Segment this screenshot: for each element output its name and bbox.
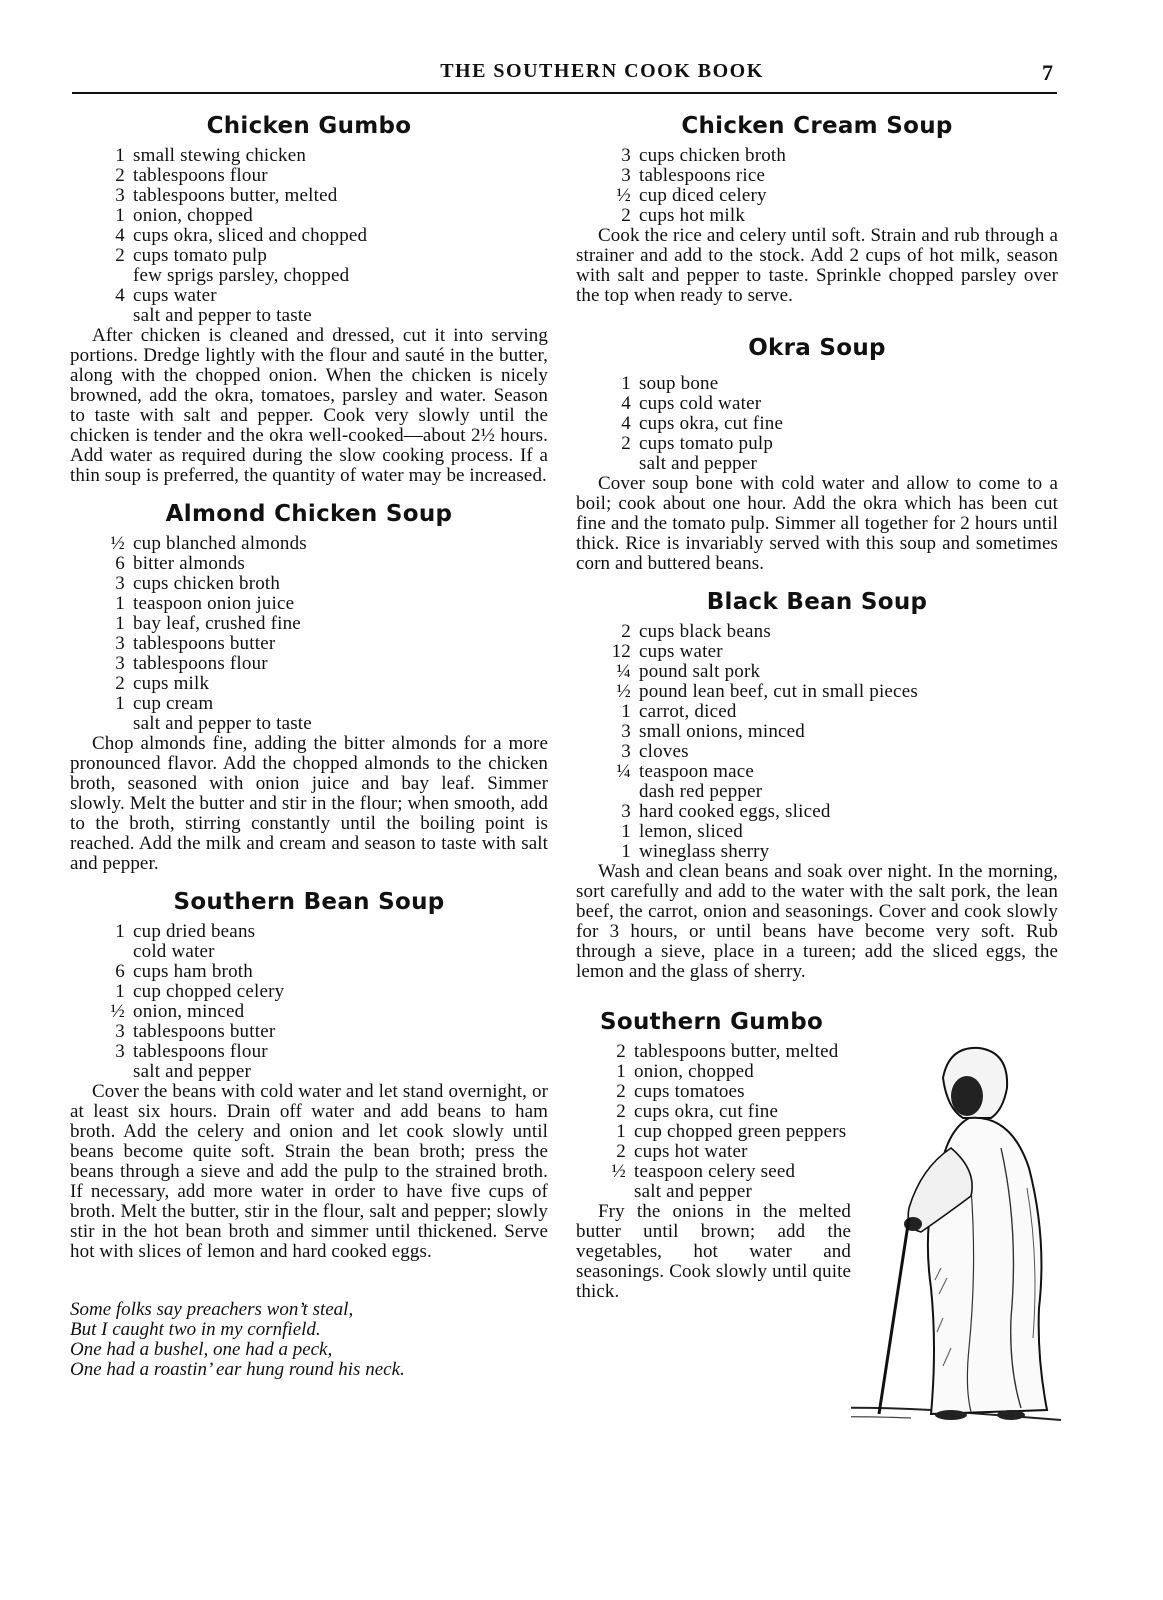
ingredient-quantity bbox=[576, 454, 639, 474]
ingredient-quantity: 4 bbox=[621, 393, 631, 414]
ingredient-name: cup chopped celery bbox=[133, 981, 285, 1002]
ingredient-list bbox=[576, 374, 1058, 474]
ingredient-row bbox=[576, 742, 1058, 762]
ingredient-name: salt and pepper to taste bbox=[133, 305, 312, 326]
ingredient-quantity: 3 bbox=[115, 1021, 125, 1042]
recipe-title: Southern Gumbo bbox=[600, 1009, 824, 1035]
ingredient-quantity: 4 bbox=[115, 225, 125, 246]
ingredient-name: teaspoon celery seed bbox=[634, 1161, 796, 1182]
ingredient-row bbox=[70, 186, 548, 206]
recipe-method: Cover soup bone with cold water and allow to come to a boil; cook about one hour. Add the okra which has been cut fine and the tomato pulp. Simmer all together for 2 hours until thick. Rice is invariably served with this soup and sometimes corn and buttered beans. bbox=[576, 473, 1058, 574]
ingredient-row bbox=[70, 1002, 548, 1022]
ingredient-name: cup cream bbox=[133, 693, 214, 714]
ingredient-quantity: 1 bbox=[115, 593, 125, 614]
page-header bbox=[72, 60, 1057, 94]
ingredient-quantity: 1 bbox=[616, 1121, 626, 1142]
poem-line: Some folks say preachers won’t steal, bbox=[70, 1299, 354, 1320]
ingredient-name: tablespoons butter bbox=[133, 633, 276, 654]
ingredient-row bbox=[70, 714, 548, 734]
ingredient-row bbox=[576, 822, 1058, 842]
left-column bbox=[70, 112, 548, 1380]
ingredient-quantity: 3 bbox=[621, 741, 631, 762]
ingredient-row bbox=[70, 1062, 548, 1082]
ingredient-row bbox=[70, 694, 548, 714]
ingredient-row bbox=[70, 594, 548, 614]
ingredient-row bbox=[70, 942, 548, 962]
ingredient-name: tablespoons butter, melted bbox=[133, 185, 338, 206]
ingredient-quantity bbox=[70, 306, 133, 326]
ingredient-row bbox=[70, 554, 548, 574]
ingredient-row bbox=[576, 1082, 851, 1102]
ingredient-row bbox=[576, 782, 1058, 802]
ingredient-name: tablespoons flour bbox=[133, 1041, 268, 1062]
ingredient-quantity: 12 bbox=[611, 641, 631, 662]
ingredient-quantity: 1 bbox=[621, 701, 631, 722]
ingredient-name: cups chicken broth bbox=[639, 145, 787, 166]
figure-illustration bbox=[851, 1018, 1066, 1438]
ingredient-quantity: 1 bbox=[115, 613, 125, 634]
ingredient-name: tablespoons flour bbox=[133, 165, 268, 186]
ingredient-row bbox=[576, 374, 1058, 394]
ingredient-row bbox=[576, 702, 1058, 722]
recipe-method: After chicken is cleaned and dressed, cut it into serving portions. Dredge lightly with the flour and sauté in the butter, along with the chopped onion. When the chicken is nicely browned, add the okra, tomatoes, parsley and water. Season to taste with salt and pepper. Cook very slowly until the chicken is tender and the okra well-cooked—about 2½ hours. Add water as required during the slow cooking process. If a thin soup is preferred, the quantity of water may be increased. bbox=[70, 325, 548, 486]
ingredient-name: carrot, diced bbox=[639, 701, 737, 722]
ingredient-name: cup chopped green peppers bbox=[634, 1121, 847, 1142]
recipe-title: Chicken Gumbo bbox=[206, 113, 412, 139]
ingredient-name: teaspoon mace bbox=[639, 761, 754, 782]
ingredient-quantity: 2 bbox=[115, 165, 125, 186]
right-column bbox=[576, 112, 1058, 1302]
ingredient-row bbox=[70, 286, 548, 306]
ingredient-quantity: 3 bbox=[115, 185, 125, 206]
ingredient-name: cold water bbox=[133, 941, 215, 962]
ingredient-quantity: 2 bbox=[115, 245, 125, 266]
ingredient-name: cups hot water bbox=[634, 1141, 748, 1162]
ingredient-name: cups water bbox=[133, 285, 217, 306]
ingredient-name: cups chicken broth bbox=[133, 573, 281, 594]
ingredient-row bbox=[70, 246, 548, 266]
ingredient-row bbox=[576, 186, 1058, 206]
ingredient-row bbox=[70, 166, 548, 186]
ingredient-row bbox=[70, 574, 548, 594]
ingredient-quantity: 2 bbox=[616, 1081, 626, 1102]
ingredient-quantity: 1 bbox=[115, 145, 125, 166]
ingredient-row bbox=[70, 654, 548, 674]
ingredient-name: cups okra, cut fine bbox=[634, 1101, 779, 1122]
ingredient-name: cup blanched almonds bbox=[133, 533, 307, 554]
ingredient-quantity: 3 bbox=[115, 573, 125, 594]
ingredient-name: tablespoons rice bbox=[639, 165, 766, 186]
ingredient-row bbox=[70, 962, 548, 982]
recipe-method: Fry the onions in the melted butter until brown; add the vegetables, hot water and seasonings. Cook slowly until quite thick. bbox=[576, 1201, 851, 1302]
ingredient-row bbox=[70, 306, 548, 326]
ingredient-name: teaspoon onion juice bbox=[133, 593, 295, 614]
ingredient-list bbox=[576, 146, 1058, 226]
ingredient-row bbox=[70, 534, 548, 554]
ingredient-quantity: 3 bbox=[115, 1041, 125, 1062]
ingredient-name: bitter almonds bbox=[133, 553, 246, 574]
ingredient-quantity: 3 bbox=[621, 801, 631, 822]
ingredient-row bbox=[576, 622, 1058, 642]
ingredient-name: salt and pepper bbox=[639, 453, 758, 474]
ingredient-row bbox=[576, 146, 1058, 166]
ingredient-quantity: 1 bbox=[115, 693, 125, 714]
ingredient-name: cups tomatoes bbox=[634, 1081, 745, 1102]
poem-line: But I caught two in my cornfield. bbox=[70, 1319, 321, 1340]
ingredient-name: cups tomato pulp bbox=[133, 245, 268, 266]
ingredient-quantity: 2 bbox=[621, 621, 631, 642]
ingredient-quantity: 3 bbox=[621, 165, 631, 186]
ingredient-row bbox=[576, 1102, 851, 1122]
recipe-method: Chop almonds fine, adding the bitter almonds for a more pronounced flavor. Add the chopped almonds to the chicken broth, seasoned with onion juice and bay leaf. Simmer slowly. Melt the butter and stir in the flour; when smooth, add to the broth, stirring constantly until the boiling point is reached. Add the milk and cream and season to taste with salt and pepper. bbox=[70, 733, 548, 874]
ingredient-name: few sprigs parsley, chopped bbox=[133, 265, 350, 286]
recipe-southern-gumbo bbox=[576, 1008, 1058, 1302]
ingredient-quantity: ¼ bbox=[616, 661, 631, 682]
ingredient-name: tablespoons butter bbox=[133, 1021, 276, 1042]
ingredient-row bbox=[576, 762, 1058, 782]
ingredient-row bbox=[70, 982, 548, 1002]
ingredient-name: onion, chopped bbox=[133, 205, 253, 226]
ingredient-name: salt and pepper bbox=[133, 1061, 252, 1082]
ingredient-name: salt and pepper to taste bbox=[133, 713, 312, 734]
recipe-method: Cover the beans with cold water and let stand overnight, or at least six hours. Drain off water and add beans to ham broth. Add the celery and onion and let cook slowly until beans become quite soft. Strain the bean broth; press the beans through a sieve and add the pulp to the strained broth. If necessary, add more water in order to have five cups of broth. Melt the butter, stir in the flour, salt and pepper; slowly stir in the hot bean broth and simmer until thickened. Serve hot with slices of lemon and hard cooked eggs. bbox=[70, 1081, 548, 1262]
ingredient-quantity: 1 bbox=[616, 1061, 626, 1082]
ingredient-row bbox=[576, 414, 1058, 434]
ingredient-quantity: 1 bbox=[621, 821, 631, 842]
ingredient-name: cups ham broth bbox=[133, 961, 253, 982]
ingredient-row bbox=[70, 146, 548, 166]
ingredient-name: pound salt pork bbox=[639, 661, 761, 682]
ingredient-list bbox=[576, 1042, 851, 1202]
poem-line: One had a roastin’ ear hung round his neck. bbox=[70, 1359, 405, 1380]
ingredient-name: cups okra, sliced and chopped bbox=[133, 225, 368, 246]
ingredient-name: salt and pepper bbox=[634, 1181, 753, 1202]
recipe-almond-chicken-soup bbox=[70, 500, 548, 874]
ingredient-quantity: 1 bbox=[621, 841, 631, 862]
ingredient-row bbox=[576, 206, 1058, 226]
ingredient-row bbox=[576, 642, 1058, 662]
poem-line: One had a bushel, one had a peck, bbox=[70, 1339, 333, 1360]
ingredient-row bbox=[70, 266, 548, 286]
ingredient-row bbox=[576, 1142, 851, 1162]
ingredient-list bbox=[70, 922, 548, 1082]
recipe-title: Chicken Cream Soup bbox=[681, 113, 953, 139]
ingredient-name: lemon, sliced bbox=[639, 821, 743, 842]
ingredient-row bbox=[576, 434, 1058, 454]
ingredient-row bbox=[70, 922, 548, 942]
recipe-title: Black Bean Soup bbox=[706, 589, 928, 615]
recipe-method: Cook the rice and celery until soft. Strain and rub through a strainer and add to the stock. Add 2 cups of hot milk, season with salt and pepper to taste. Sprinkle chopped parsley over the top when ready to serve. bbox=[576, 225, 1058, 306]
ingredient-name: tablespoons butter, melted bbox=[634, 1041, 839, 1062]
recipe-southern-bean-soup bbox=[70, 888, 548, 1262]
ingredient-name: onion, chopped bbox=[634, 1061, 754, 1082]
ingredient-quantity: 2 bbox=[621, 433, 631, 454]
ingredient-quantity: 6 bbox=[115, 961, 125, 982]
ingredient-row bbox=[576, 842, 1058, 862]
ingredient-quantity: 3 bbox=[115, 653, 125, 674]
ingredient-row bbox=[576, 394, 1058, 414]
ingredient-quantity: 2 bbox=[621, 205, 631, 226]
running-title: THE SOUTHERN COOK BOOK bbox=[440, 60, 764, 82]
ingredient-quantity: ½ bbox=[616, 681, 631, 702]
ingredient-row bbox=[70, 206, 548, 226]
ingredient-name: hard cooked eggs, sliced bbox=[639, 801, 831, 822]
ingredient-name: cups tomato pulp bbox=[639, 433, 774, 454]
ingredient-list bbox=[70, 534, 548, 734]
recipe-chicken-cream-soup bbox=[576, 112, 1058, 306]
ingredient-quantity bbox=[70, 714, 133, 734]
ingredient-name: cups water bbox=[639, 641, 723, 662]
ingredient-quantity: 1 bbox=[115, 981, 125, 1002]
ingredient-quantity: 4 bbox=[621, 413, 631, 434]
ingredient-row bbox=[576, 454, 1058, 474]
ingredient-row bbox=[70, 674, 548, 694]
ingredient-quantity: 2 bbox=[115, 673, 125, 694]
ingredient-quantity: ½ bbox=[616, 185, 631, 206]
ingredient-quantity bbox=[576, 782, 639, 802]
recipe-title: Almond Chicken Soup bbox=[165, 501, 453, 527]
ingredient-name: cups black beans bbox=[639, 621, 771, 642]
ingredient-row bbox=[576, 1042, 851, 1062]
ingredient-row bbox=[576, 722, 1058, 742]
ingredient-name: cups cold water bbox=[639, 393, 762, 414]
ingredient-quantity: 2 bbox=[616, 1101, 626, 1122]
ingredient-quantity: ½ bbox=[110, 533, 125, 554]
ingredient-name: small onions, minced bbox=[639, 721, 806, 742]
ingredient-name: cups okra, cut fine bbox=[639, 413, 784, 434]
ingredient-list bbox=[576, 622, 1058, 862]
ingredient-row bbox=[576, 1162, 851, 1182]
ingredient-list bbox=[70, 146, 548, 326]
ingredient-name: cup dried beans bbox=[133, 921, 256, 942]
ingredient-row bbox=[576, 1182, 851, 1202]
ingredient-quantity: 3 bbox=[621, 721, 631, 742]
ingredient-name: cup diced celery bbox=[639, 185, 767, 206]
ingredient-row bbox=[576, 166, 1058, 186]
ingredient-quantity: ½ bbox=[611, 1161, 626, 1182]
ingredient-row bbox=[576, 802, 1058, 822]
recipe-title: Okra Soup bbox=[748, 335, 886, 361]
ingredient-quantity bbox=[70, 1062, 133, 1082]
ingredient-row bbox=[576, 1062, 851, 1082]
ingredient-quantity: 2 bbox=[616, 1041, 626, 1062]
ingredient-name: cups hot milk bbox=[639, 205, 746, 226]
ingredient-row bbox=[576, 1122, 851, 1142]
ingredient-name: onion, minced bbox=[133, 1001, 245, 1022]
ingredient-name: bay leaf, crushed fine bbox=[133, 613, 301, 634]
recipe-black-bean-soup bbox=[576, 588, 1058, 982]
ingredient-quantity: 1 bbox=[621, 373, 631, 394]
recipe-method: Wash and clean beans and soak over night. In the morning, sort carefully and add to the water with the salt pork, the lean beef, the carrot, onion and seasonings. Cover and cook slowly for 3 hours, or until beans have become very soft. Rub through a sieve, place in a tureen; add the sliced eggs, the lemon and the glass of sherry. bbox=[576, 861, 1058, 982]
ingredient-quantity bbox=[576, 1182, 634, 1202]
ingredient-row bbox=[70, 634, 548, 654]
ingredient-quantity: 6 bbox=[115, 553, 125, 574]
ingredient-name: small stewing chicken bbox=[133, 145, 307, 166]
ingredient-quantity: 3 bbox=[115, 633, 125, 654]
ingredient-row bbox=[576, 682, 1058, 702]
ingredient-quantity: 3 bbox=[621, 145, 631, 166]
ingredient-row bbox=[70, 614, 548, 634]
ingredient-name: pound lean beef, cut in small pieces bbox=[639, 681, 918, 702]
ingredient-row bbox=[70, 1042, 548, 1062]
ingredient-name: tablespoons flour bbox=[133, 653, 268, 674]
ingredient-name: dash red pepper bbox=[639, 781, 763, 802]
ingredient-quantity: 1 bbox=[115, 921, 125, 942]
ingredient-row bbox=[70, 1022, 548, 1042]
ingredient-name: cups milk bbox=[133, 673, 210, 694]
ingredient-row bbox=[576, 662, 1058, 682]
ingredient-row bbox=[70, 226, 548, 246]
recipe-okra-soup bbox=[576, 334, 1058, 574]
ingredient-quantity: 1 bbox=[115, 205, 125, 226]
recipe-title: Southern Bean Soup bbox=[173, 889, 445, 915]
ingredient-quantity: ½ bbox=[110, 1001, 125, 1022]
page-number: 7 bbox=[1042, 60, 1053, 85]
ingredient-quantity bbox=[70, 266, 133, 286]
ingredient-name: cloves bbox=[639, 741, 689, 762]
recipe-chicken-gumbo bbox=[70, 112, 548, 486]
ingredient-quantity: ¼ bbox=[616, 761, 631, 782]
ingredient-quantity: 4 bbox=[115, 285, 125, 306]
ingredient-name: soup bone bbox=[639, 373, 719, 394]
ingredient-name: wineglass sherry bbox=[639, 841, 770, 862]
ingredient-quantity bbox=[70, 942, 133, 962]
ingredient-quantity: 2 bbox=[616, 1141, 626, 1162]
poem bbox=[70, 1300, 548, 1380]
